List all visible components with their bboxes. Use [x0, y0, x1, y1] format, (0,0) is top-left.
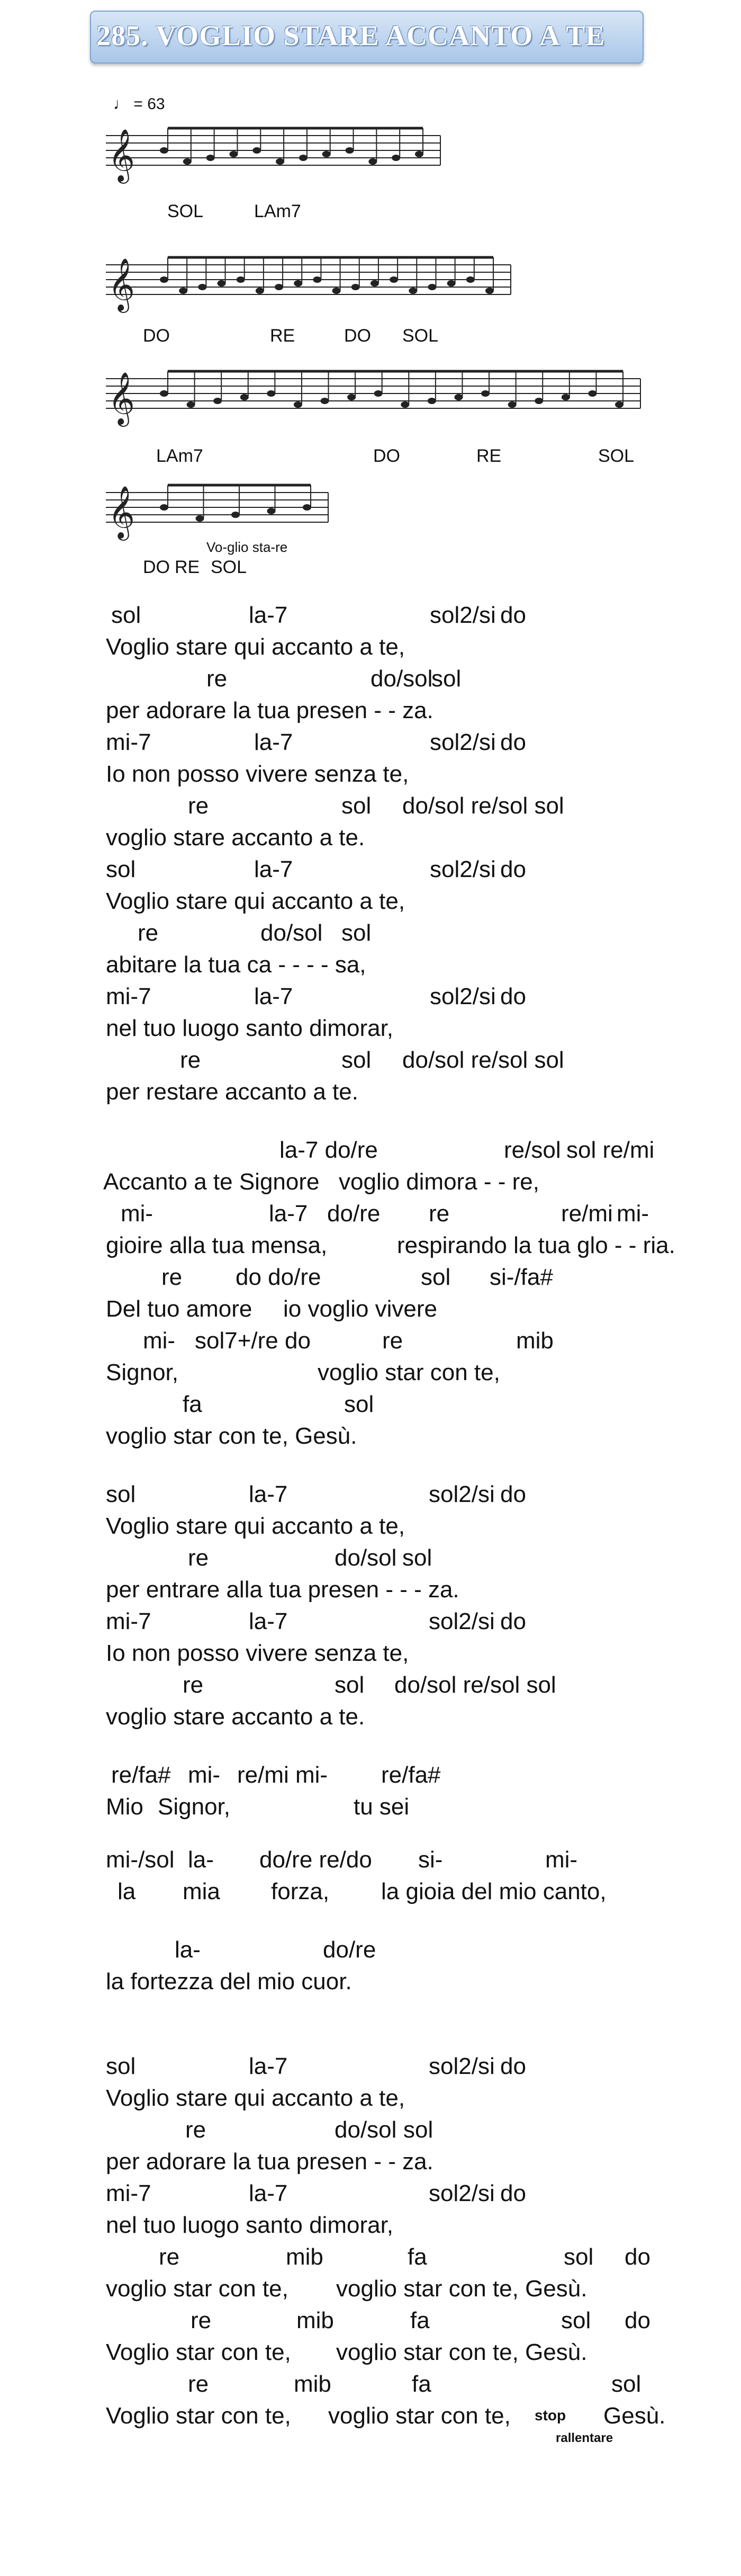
- lyric-line: sol: [341, 793, 372, 819]
- lyric-line: Voglio stare qui accanto a te,: [106, 888, 405, 914]
- lyric-line: nel tuo luogo santo dimorar,: [106, 2212, 394, 2238]
- lyric-line: Mio: [106, 1794, 143, 1820]
- lyric-line: mia: [183, 1879, 220, 1904]
- note-head: [466, 276, 475, 283]
- lyric-line: do: [500, 1481, 526, 1507]
- lyric-line: mib: [294, 2371, 331, 2397]
- lyric-line: voglio star con te, Gesù.: [336, 2276, 588, 2302]
- note-head: [218, 280, 226, 287]
- note-head: [374, 390, 383, 397]
- lyric-line: voglio star con te,: [328, 2403, 511, 2429]
- note-head: [508, 401, 517, 408]
- lyric-line: re/fa#: [111, 1762, 171, 1788]
- lyric-line: sol: [341, 1047, 372, 1073]
- lyric-line: mi-7: [106, 729, 151, 755]
- lyric-line: sol: [344, 1391, 374, 1417]
- lyric-line: re/fa#: [381, 1762, 441, 1788]
- lyric-line: sol: [106, 2053, 136, 2079]
- lyric-line: do: [500, 2180, 526, 2206]
- staff-chord-label: DO: [143, 326, 170, 346]
- lyric-line: mib: [296, 2307, 334, 2333]
- note-head: [368, 158, 377, 165]
- lyric-line: abitare la tua ca - - - - sa,: [106, 952, 366, 978]
- lyric-line: sol: [611, 2371, 641, 2397]
- lyric-line: si-/fa#: [490, 1264, 553, 1290]
- lyric-line: mi-: [545, 1847, 578, 1873]
- lyric-line: Gesù.: [603, 2403, 666, 2429]
- lyric-line: la gioia del mio canto,: [381, 1879, 607, 1904]
- lyric-line: re/mi: [561, 1201, 613, 1227]
- lyric-line: mi-7: [106, 1608, 151, 1634]
- lyric-line: Signor,: [158, 1794, 230, 1820]
- note-head: [401, 401, 409, 408]
- treble-clef-icon: 𝄞: [108, 486, 135, 539]
- lyric-line: la-7: [254, 983, 293, 1009]
- lyric-line: per entrare alla tua presen - - - za.: [106, 1577, 459, 1603]
- lyric-line: sol: [335, 1672, 365, 1698]
- lyric-line: sol: [561, 2307, 591, 2333]
- lyric-line: mi-7: [106, 2180, 151, 2206]
- lyric-line: Voglio stare qui accanto a te,: [106, 2085, 405, 2111]
- note-head: [332, 288, 341, 294]
- lyric-line: la-: [175, 1937, 201, 1963]
- lyric-line: Voglio star con te,: [106, 2403, 291, 2429]
- lyric-line: sol: [421, 1264, 451, 1290]
- lyric-line: sol7+/re do: [195, 1328, 311, 1354]
- lyric-line: la: [118, 1879, 136, 1904]
- lyric-line: per restare accanto a te.: [106, 1079, 358, 1105]
- lyric-line: la-7: [249, 2053, 288, 2079]
- lyric-line: re: [188, 793, 209, 819]
- lyric-line: la-: [188, 1847, 214, 1873]
- staff-chord-label: LAm7: [254, 201, 301, 221]
- lyric-line: do: [500, 856, 526, 882]
- lyric-line: sol re/mi: [566, 1137, 655, 1163]
- note-head: [294, 280, 302, 287]
- staff-chord-label: LAm7: [156, 446, 203, 466]
- lyric-line: la fortezza del mio cuor.: [106, 1969, 352, 1994]
- lyric-line: forza,: [271, 1879, 330, 1904]
- note-head: [428, 398, 436, 404]
- lyric-line: re: [180, 1047, 201, 1073]
- note-head: [454, 394, 463, 400]
- lyric-line: mi-/sol: [106, 1847, 175, 1873]
- lyric-line: do/sol re/sol sol: [402, 1047, 564, 1073]
- lyric-line: re: [188, 2371, 209, 2397]
- note-head: [196, 515, 204, 522]
- lyric-line: per adorare la tua presen - - za.: [106, 2149, 433, 2175]
- note-head: [187, 401, 195, 408]
- staff-chord-label: RE: [270, 326, 295, 346]
- lyric-line: sol2/si: [430, 856, 496, 882]
- lyric-line: re/mi mi-: [237, 1762, 328, 1788]
- lyric-line: la-7: [249, 2180, 288, 2206]
- lyric-line: re: [183, 1672, 204, 1698]
- note-head: [303, 504, 311, 511]
- lyric-line: voglio star con te, Gesù.: [336, 2339, 588, 2365]
- note-head: [313, 276, 321, 283]
- lyric-line: sol2/si: [429, 1481, 495, 1507]
- note-head: [351, 284, 360, 290]
- lyric-line: mib: [516, 1328, 554, 1354]
- treble-clef-icon: 𝄞: [108, 258, 135, 311]
- treble-clef-icon: 𝄞: [108, 129, 135, 182]
- note-head: [615, 401, 623, 408]
- tempo-mark: ♩ = 63: [113, 95, 165, 113]
- lyric-line: sol2/si: [429, 2053, 495, 2079]
- note-head: [415, 151, 423, 157]
- note-head: [229, 151, 238, 157]
- note-head: [237, 276, 245, 283]
- lyric-line: re: [159, 2244, 180, 2270]
- lyric-line: Accanto a te Signore: [103, 1169, 320, 1195]
- lyric-line: la-7: [254, 729, 293, 755]
- lyric-line: si-: [418, 1847, 443, 1873]
- lyric-line: do: [625, 2307, 650, 2333]
- lyric-line: mi-7: [106, 983, 151, 1009]
- lyric-line: re: [185, 2117, 206, 2143]
- lyric-line: do/re: [323, 1937, 376, 1963]
- lyric-line: fa: [183, 1391, 202, 1417]
- lyric-line: sol: [402, 1545, 432, 1571]
- lyric-line: sol2/si: [430, 729, 496, 755]
- lyric-line: sol: [403, 2117, 433, 2143]
- note-head: [485, 288, 494, 294]
- note-head: [447, 280, 456, 287]
- note-head: [231, 512, 240, 518]
- note-head: [588, 390, 597, 397]
- lyric-line: Io non posso vivere senza te,: [106, 761, 409, 787]
- lyric-line: fa: [412, 2371, 431, 2397]
- note-head: [267, 390, 275, 397]
- lyric-line: do/sol: [260, 920, 323, 946]
- lyric-line: voglio star con te, Gesù.: [106, 1423, 357, 1449]
- note-head: [294, 401, 302, 408]
- lyric-line: voglio star con te,: [318, 1359, 500, 1385]
- lyric-line: do: [500, 1608, 526, 1634]
- lyric-line: do: [500, 2053, 526, 2079]
- note-head: [299, 155, 308, 161]
- note-head: [198, 284, 206, 290]
- stop-mark: stop: [535, 2407, 566, 2423]
- lyric-line: la-7: [249, 602, 288, 628]
- lyric-line: la-7: [249, 1481, 288, 1507]
- staff-chord-label: DO: [373, 446, 400, 466]
- lyric-line: do/sol re/sol sol: [394, 1672, 556, 1698]
- lyric-line: do: [500, 729, 526, 755]
- lyric-line: gioire alla tua mensa,: [106, 1232, 328, 1258]
- staff-chord-label: SOL: [211, 557, 247, 577]
- lyric-line: Voglio stare qui accanto a te,: [106, 1513, 405, 1539]
- note-head: [276, 158, 284, 165]
- lyric-line: sol2/si: [430, 983, 496, 1009]
- note-head: [562, 394, 570, 400]
- lyric-line: Voglio star con te,: [106, 2339, 291, 2365]
- lyric-line: re: [138, 920, 159, 946]
- staff-lyric: Vo-glio sta-re: [206, 539, 288, 555]
- lyric-line: Signor,: [106, 1359, 178, 1385]
- lyric-line: sol2/si: [430, 602, 496, 628]
- note-head: [322, 151, 331, 157]
- note-head: [346, 147, 354, 154]
- lyric-line: respirando la tua glo - - ria.: [397, 1232, 675, 1258]
- lyric-line: io voglio vivere: [283, 1296, 438, 1322]
- note-head: [240, 394, 249, 400]
- song-title: 285. VOGLIO STARE ACCANTO A TE: [96, 20, 606, 51]
- lyric-line: Io non posso vivere senza te,: [106, 1640, 409, 1666]
- note-head: [390, 276, 398, 283]
- lyric-line: sol: [564, 2244, 594, 2270]
- lyric-line: tu sei: [354, 1794, 410, 1820]
- lyric-line: sol: [106, 1481, 136, 1507]
- lyric-line: fa: [408, 2244, 427, 2270]
- note-head: [252, 147, 261, 154]
- lyric-line: re: [206, 666, 228, 692]
- lyric-line: voglio stare accanto a te.: [106, 1704, 365, 1730]
- lyric-line: la-7 do/re: [279, 1137, 378, 1163]
- note-head: [275, 284, 283, 290]
- note-head: [183, 158, 192, 165]
- lyric-line: fa: [410, 2307, 430, 2333]
- lyric-line: do/sol: [370, 666, 433, 692]
- note-head: [256, 288, 264, 294]
- staff-chord-label: SOL: [167, 201, 204, 221]
- lyric-line: sol: [106, 856, 136, 882]
- lyric-line: do: [500, 983, 526, 1009]
- note-head: [535, 398, 543, 404]
- lyric-line: voglio dimora - - re,: [339, 1169, 540, 1195]
- note-head: [179, 288, 187, 294]
- lyric-line: mi-: [188, 1762, 221, 1788]
- lyric-line: do: [625, 2244, 650, 2270]
- note-head: [370, 280, 379, 287]
- lyric-line: re/sol: [504, 1137, 561, 1163]
- lyric-line: re: [188, 1545, 209, 1571]
- note-head: [160, 276, 168, 283]
- lyric-line: re: [429, 1201, 450, 1227]
- note-head: [267, 508, 276, 514]
- lyric-line: voglio stare accanto a te.: [106, 825, 365, 851]
- rallentare-mark: rallentare: [556, 2431, 613, 2445]
- lyric-line: per adorare la tua presen - - za.: [106, 697, 433, 723]
- lyric-line: voglio star con te,: [106, 2276, 288, 2302]
- note-head: [428, 284, 436, 290]
- note-head: [347, 394, 356, 400]
- lyric-line: do/sol: [335, 2117, 397, 2143]
- lyric-line: mib: [286, 2244, 323, 2270]
- lyric-line: mi-: [617, 1201, 649, 1227]
- lyric-line: re: [382, 1328, 403, 1354]
- staff-chord-label: SOL: [402, 326, 439, 346]
- staff-chord-label: RE: [476, 446, 502, 466]
- lyric-line: re: [191, 2307, 212, 2333]
- lyric-line: sol: [431, 666, 462, 692]
- note-head: [392, 155, 400, 161]
- lyric-line: sol: [111, 602, 141, 628]
- note-head: [160, 390, 168, 397]
- staff-chord-label: RE: [175, 557, 200, 577]
- lyric-line: re: [161, 1264, 183, 1290]
- lyric-line: nel tuo luogo santo dimorar,: [106, 1015, 394, 1041]
- staff-chord-label: SOL: [598, 446, 635, 466]
- lyric-line: do: [500, 602, 526, 628]
- lyric-line: la-7: [269, 1201, 308, 1227]
- lyric-line: do/sol re/sol sol: [402, 793, 564, 819]
- lyric-line: Del tuo amore: [106, 1296, 252, 1322]
- lyric-line: do do/re: [236, 1264, 321, 1290]
- staff-chord-label: DO: [344, 326, 371, 346]
- treble-clef-icon: 𝄞: [108, 372, 135, 425]
- note-head: [206, 155, 215, 161]
- note-head: [409, 288, 417, 294]
- lyric-line: sol2/si: [429, 2180, 495, 2206]
- note-head: [213, 398, 222, 404]
- lyric-line: la-7: [254, 856, 293, 882]
- lyric-line: la-7: [249, 1608, 288, 1634]
- music-staff-notation: [0, 0, 741, 593]
- staff-chord-label: DO: [143, 557, 170, 577]
- note-head: [160, 504, 168, 511]
- lyric-line: sol2/si: [429, 1608, 495, 1634]
- lyric-line: sol: [341, 920, 372, 946]
- lyric-line: Voglio stare qui accanto a te,: [106, 634, 405, 660]
- lyric-line: do/re: [327, 1201, 381, 1227]
- note-head: [321, 398, 329, 404]
- lyric-line: do/sol: [335, 1545, 397, 1571]
- note-head: [481, 390, 490, 397]
- lyric-line: do/re re/do: [259, 1847, 372, 1873]
- note-head: [160, 147, 168, 154]
- lyric-line: mi-: [143, 1328, 176, 1354]
- lyric-line: mi-: [121, 1201, 153, 1227]
